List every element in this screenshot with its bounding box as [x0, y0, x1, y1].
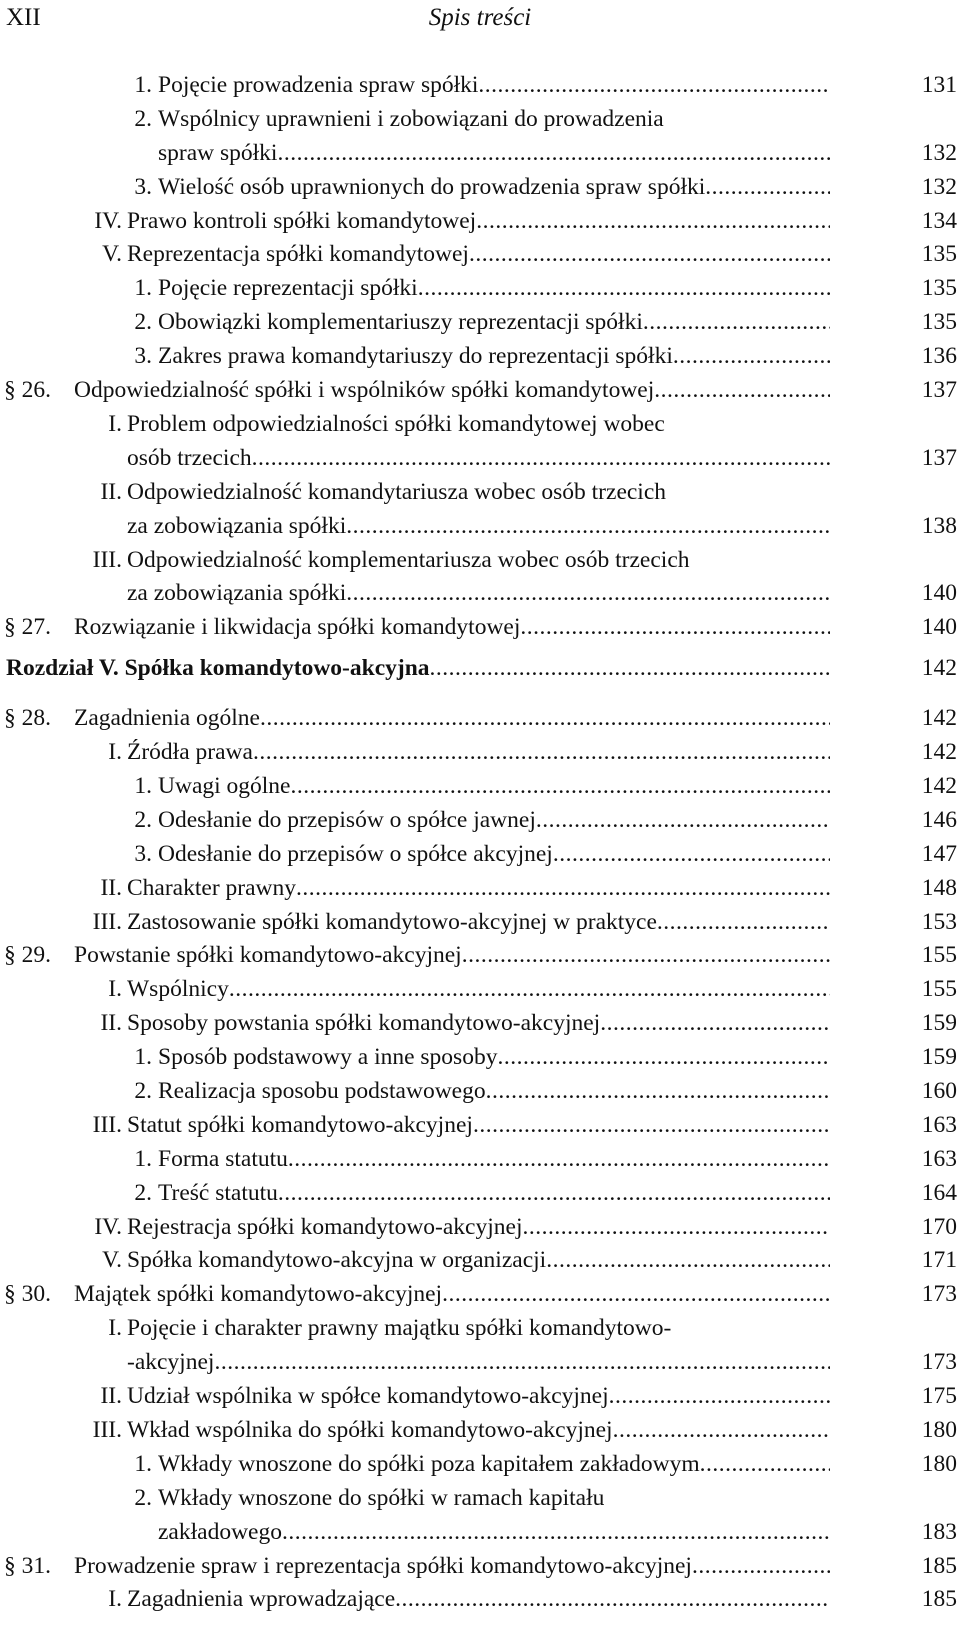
- dot-leader: [288, 1143, 830, 1177]
- toc-entry-number: 2.: [134, 1179, 152, 1206]
- toc-entry: [0, 544, 960, 612]
- toc-entry: [0, 205, 960, 239]
- toc-entry-title-line: Zastosowanie spółki komandytowo-akcyjnej w praktyce .....: [127, 906, 830, 940]
- toc-entry: [0, 1380, 960, 1414]
- toc-entry: [0, 476, 960, 544]
- toc-entry-title-line: Prowadzenie spraw i reprezentacja spółki komandytowo-akcyjnej .....: [74, 1550, 830, 1584]
- dot-leader: [418, 272, 830, 306]
- dot-leader: [214, 1346, 830, 1380]
- dot-leader: [462, 939, 830, 973]
- toc-entry-title-line: Sposób podstawowy a inne sposoby .....: [158, 1041, 830, 1075]
- toc-entry-title-line: Wkłady wnoszone do spółki w ramach kapitału: [158, 1484, 605, 1511]
- toc-entry-title-line: Odpowiedzialność spółki i wspólników spółki komandytowej .....: [74, 374, 830, 408]
- toc-entry-title-line: Reprezentacja spółki komandytowej .....: [127, 238, 830, 272]
- toc-page-number: 131: [921, 72, 957, 98]
- toc-entry-number: I.: [108, 1315, 122, 1342]
- toc-entry-number: § 31.: [4, 1552, 51, 1579]
- dot-leader: [692, 1550, 830, 1584]
- toc-page-number: 163: [921, 1111, 957, 1138]
- toc-entry-title-line: Pojęcie prowadzenia spraw spółki .....: [158, 69, 830, 103]
- dot-leader: [229, 973, 830, 1007]
- toc-page-number: 132: [921, 173, 957, 200]
- toc-entry: [0, 103, 960, 171]
- toc-entry-title-line: Wielość osób uprawnionych do prowadzenia spraw spółki .....: [158, 171, 830, 205]
- dot-leader: [469, 238, 830, 272]
- toc-entry-title-line: Spółka komandytowo-akcyjna w organizacji .....: [127, 1244, 830, 1278]
- dot-leader: [473, 1109, 830, 1143]
- dot-leader: [278, 1177, 830, 1211]
- toc-page-number: 170: [921, 1213, 957, 1240]
- toc-entry-title-line: Rozdział V. Spółka komandytowo-akcyjna .....: [6, 652, 830, 686]
- toc-page-number: 140: [921, 614, 957, 641]
- toc-entry-number: V.: [102, 241, 122, 268]
- toc-entry: [0, 408, 960, 476]
- toc-page-number: 135: [921, 241, 957, 268]
- toc-entry-title-line: Prawo kontroli spółki komandytowej .....: [127, 205, 830, 239]
- toc-entry-title-line: Odesłanie do przepisów o spółce akcyjnej .....: [158, 838, 830, 872]
- toc-entry-number: 1.: [134, 1450, 152, 1477]
- toc-entry-title-line: Wspólnicy uprawnieni i zobowiązani do prowadzenia: [158, 105, 664, 132]
- dot-leader: [657, 906, 830, 940]
- toc-entry-title-line: Forma statutu .....: [158, 1143, 830, 1177]
- toc-page-number: 135: [921, 309, 957, 336]
- toc-entry: [0, 872, 960, 906]
- toc-entry-title-line: Statut spółki komandytowo-akcyjnej .....: [127, 1109, 830, 1143]
- toc-entry: [0, 1448, 960, 1482]
- toc-page-number: 160: [921, 1078, 957, 1104]
- dot-leader: [609, 1380, 830, 1414]
- toc-entry: [0, 736, 960, 770]
- toc-entry: [0, 1007, 960, 1041]
- toc-page-number: 163: [921, 1145, 957, 1172]
- toc-entry: [0, 1143, 960, 1177]
- toc-entry-title-line: Rejestracja spółki komandytowo-akcyjnej .....: [127, 1211, 830, 1245]
- toc-entry: [0, 1244, 960, 1278]
- toc-entry: [0, 611, 960, 645]
- table-of-contents: [0, 69, 960, 1617]
- dot-leader: [705, 171, 830, 205]
- toc-entry: [0, 272, 960, 306]
- toc-entry-title-line: Realizacja sposobu podstawowego .....: [158, 1075, 830, 1109]
- toc-page-number: 173: [921, 1281, 957, 1308]
- toc-entry-number: 1.: [134, 1145, 152, 1172]
- toc-page-number: 136: [921, 343, 957, 370]
- toc-entry-title-line: Pojęcie i charakter prawny majątku spółki komandytowo-: [127, 1315, 672, 1342]
- toc-page-number: 140: [921, 580, 957, 607]
- toc-entry: [0, 1312, 960, 1380]
- toc-entry-title-line: Zakres prawa komandytariuszy do reprezentacji spółki .....: [158, 340, 830, 374]
- toc-entry-title-line: Pojęcie reprezentacji spółki .....: [158, 272, 830, 306]
- toc-entry-title-line: zakładowego .....: [158, 1516, 830, 1550]
- dot-leader: [296, 872, 830, 906]
- toc-page-number: 164: [921, 1179, 957, 1206]
- toc-entry-title-line: za zobowiązania spółki .....: [127, 510, 830, 544]
- toc-entry-number: 1.: [134, 772, 152, 799]
- toc-entry-number: 3.: [134, 343, 152, 370]
- dot-leader: [442, 1278, 830, 1312]
- toc-page-number: 138: [921, 512, 957, 539]
- dot-leader: [613, 1414, 830, 1448]
- toc-entry: [0, 906, 960, 940]
- toc-entry: [0, 1482, 960, 1550]
- toc-entry-number: II.: [100, 1383, 122, 1410]
- toc-entry-number: 2.: [134, 806, 152, 833]
- toc-entry-title-line: Uwagi ogólne .....: [158, 770, 830, 804]
- toc-entry-number: V.: [102, 1247, 122, 1274]
- toc-entry-number: I.: [108, 1586, 122, 1613]
- toc-entry-number: I.: [108, 739, 122, 766]
- toc-page-number: 132: [921, 139, 957, 166]
- toc-page-number: 134: [921, 207, 957, 234]
- toc-entry-number: § 29.: [4, 942, 51, 969]
- toc-page-number: 137: [921, 377, 957, 404]
- toc-entry-number: I.: [108, 976, 122, 1003]
- dot-leader: [253, 736, 830, 770]
- toc-entry-title-line: Majątek spółki komandytowo-akcyjnej .....: [74, 1278, 830, 1312]
- toc-entry-number: III.: [92, 546, 122, 573]
- toc-entry-title-line: Powstanie spółki komandytowo-akcyjnej .....: [74, 939, 830, 973]
- toc-entry-title-line: Wkład wspólnika do spółki komandytowo-akcyjnej .....: [127, 1414, 830, 1448]
- toc-page-number: 180: [921, 1416, 957, 1443]
- toc-page-number: 185: [921, 1552, 957, 1579]
- toc-entry-title-line: Zagadnienia wprowadzające .....: [127, 1583, 830, 1617]
- toc-page-number: 142: [921, 772, 957, 799]
- dot-leader: [430, 652, 830, 686]
- toc-page-number: 173: [921, 1349, 957, 1376]
- toc-entry-title-line: Wspólnicy .....: [127, 973, 830, 1007]
- toc-page-number: 183: [921, 1518, 957, 1545]
- toc-entry: [0, 702, 960, 736]
- toc-page-number: 159: [921, 1044, 957, 1071]
- toc-page-number: 142: [921, 705, 957, 732]
- dot-leader: [700, 1448, 830, 1482]
- toc-entry-title-line: Udział wspólnika w spółce komandytowo-akcyjnej .....: [127, 1380, 830, 1414]
- toc-entry-number: 2.: [134, 105, 152, 132]
- dot-leader: [291, 770, 831, 804]
- toc-page-number: 153: [921, 908, 957, 935]
- toc-entry-title-line: Źródła prawa .....: [127, 736, 830, 770]
- toc-entry-title-line: Odpowiedzialność komandytariusza wobec osób trzecich: [127, 478, 667, 505]
- dot-leader: [346, 577, 830, 611]
- toc-entry-number: II.: [100, 1010, 122, 1037]
- toc-entry-number: II.: [100, 874, 122, 901]
- running-header-title: Spis treści: [428, 4, 532, 31]
- toc-entry-number: 3.: [134, 173, 152, 200]
- toc-entry: [0, 1109, 960, 1143]
- toc-entry: [0, 838, 960, 872]
- toc-entry-number: III.: [92, 908, 122, 935]
- toc-entry-number: 3.: [134, 840, 152, 867]
- dot-leader: [478, 69, 830, 103]
- toc-page-number: 142: [921, 655, 957, 682]
- toc-entry-number: II.: [100, 478, 122, 505]
- dot-leader: [643, 306, 830, 340]
- toc-page-number: 146: [921, 806, 957, 833]
- toc-entry: [0, 1414, 960, 1448]
- toc-page-number: 142: [921, 739, 957, 766]
- toc-entry: [0, 770, 960, 804]
- dot-leader: [395, 1583, 830, 1617]
- toc-entry-number: IV.: [94, 1213, 122, 1240]
- toc-page-number: 171: [921, 1247, 957, 1274]
- toc-entry-title-line: osób trzecich .....: [127, 442, 830, 476]
- toc-entry-title-line: Zagadnienia ogólne .....: [74, 702, 830, 736]
- toc-page-number: 159: [921, 1010, 957, 1037]
- dot-leader: [673, 340, 830, 374]
- dot-leader: [260, 702, 830, 736]
- toc-entry-number: § 27.: [4, 614, 51, 641]
- toc-entry-number: III.: [92, 1111, 122, 1138]
- dot-leader: [282, 1516, 830, 1550]
- toc-page-number: 137: [921, 444, 957, 471]
- toc-entry-title-line: Problem odpowiedzialności spółki komandytowej wobec: [127, 410, 665, 437]
- toc-entry-title-line: za zobowiązania spółki .....: [127, 577, 830, 611]
- toc-entry-number: 1.: [134, 72, 152, 98]
- toc-entry-title-line: spraw spółki .....: [158, 137, 830, 171]
- dot-leader: [346, 510, 830, 544]
- toc-entry-number: 2.: [134, 1484, 152, 1511]
- toc-entry-number: § 30.: [4, 1281, 51, 1308]
- toc-entry-title-line: Charakter prawny .....: [127, 872, 830, 906]
- toc-entry-number: § 28.: [4, 705, 51, 732]
- toc-entry-title-line: Sposoby powstania spółki komandytowo-akcyjnej .....: [127, 1007, 830, 1041]
- toc-entry-number: IV.: [94, 207, 122, 234]
- toc-entry-title-line: Obowiązki komplementariuszy reprezentacji spółki .....: [158, 306, 830, 340]
- toc-entry-number: 2.: [134, 309, 152, 336]
- toc-page-number: 147: [921, 840, 957, 867]
- page-number: XII: [6, 4, 41, 31]
- dot-leader: [520, 611, 830, 645]
- toc-entry: [0, 1211, 960, 1245]
- dot-leader: [553, 838, 830, 872]
- toc-entry-title-line: Odesłanie do przepisów o spółce jawnej .....: [158, 804, 830, 838]
- dot-leader: [600, 1007, 830, 1041]
- toc-entry-title-line: Wkłady wnoszone do spółki poza kapitałem zakładowym .....: [158, 1448, 830, 1482]
- toc-entry-number: I.: [108, 410, 122, 437]
- toc-entry-title-line: Rozwiązanie i likwidacja spółki komandytowej .....: [74, 611, 830, 645]
- toc-entry-number: 2.: [134, 1078, 152, 1104]
- toc-entry-title-line: Odpowiedzialność komplementariusza wobec osób trzecich: [127, 546, 690, 573]
- toc-page-number: 185: [921, 1586, 957, 1613]
- toc-entry-title-line: -akcyjnej .....: [127, 1346, 830, 1380]
- toc-page-number: 180: [921, 1450, 957, 1477]
- toc-entry-number: 1.: [134, 275, 152, 302]
- dot-leader: [252, 442, 830, 476]
- toc-entry: [0, 1041, 960, 1075]
- toc-entry: [0, 238, 960, 272]
- dot-leader: [536, 804, 830, 838]
- toc-entry: [0, 804, 960, 838]
- toc-entry: [0, 1550, 960, 1584]
- dot-leader: [497, 1041, 830, 1075]
- toc-entry-title-line: Treść statutu .....: [158, 1177, 830, 1211]
- toc-entry: [0, 1583, 960, 1617]
- dot-leader: [277, 137, 830, 171]
- dot-leader: [476, 205, 830, 239]
- toc-entry: [0, 973, 960, 1007]
- toc-entry-number: § 26.: [4, 377, 51, 404]
- toc-page-number: 148: [921, 874, 957, 901]
- toc-entry: [0, 306, 960, 340]
- dot-leader: [546, 1244, 830, 1278]
- toc-entry: [0, 69, 960, 103]
- toc-page-number: 155: [921, 942, 957, 969]
- toc-entry: [0, 374, 960, 408]
- toc-page-number: 135: [921, 275, 957, 302]
- dot-leader: [522, 1211, 830, 1245]
- toc-entry: [0, 939, 960, 973]
- toc-page-number: 175: [921, 1383, 957, 1410]
- toc-entry: [0, 340, 960, 374]
- toc-entry: [0, 1278, 960, 1312]
- toc-entry: [0, 171, 960, 205]
- toc-entry: [0, 1177, 960, 1211]
- toc-chapter-heading: [0, 652, 960, 702]
- dot-leader: [486, 1075, 830, 1109]
- toc-entry-number: 1.: [134, 1044, 152, 1071]
- dot-leader: [654, 374, 830, 408]
- toc-page-number: 155: [921, 976, 957, 1003]
- toc-entry: [0, 1075, 960, 1109]
- toc-entry-number: III.: [92, 1416, 122, 1443]
